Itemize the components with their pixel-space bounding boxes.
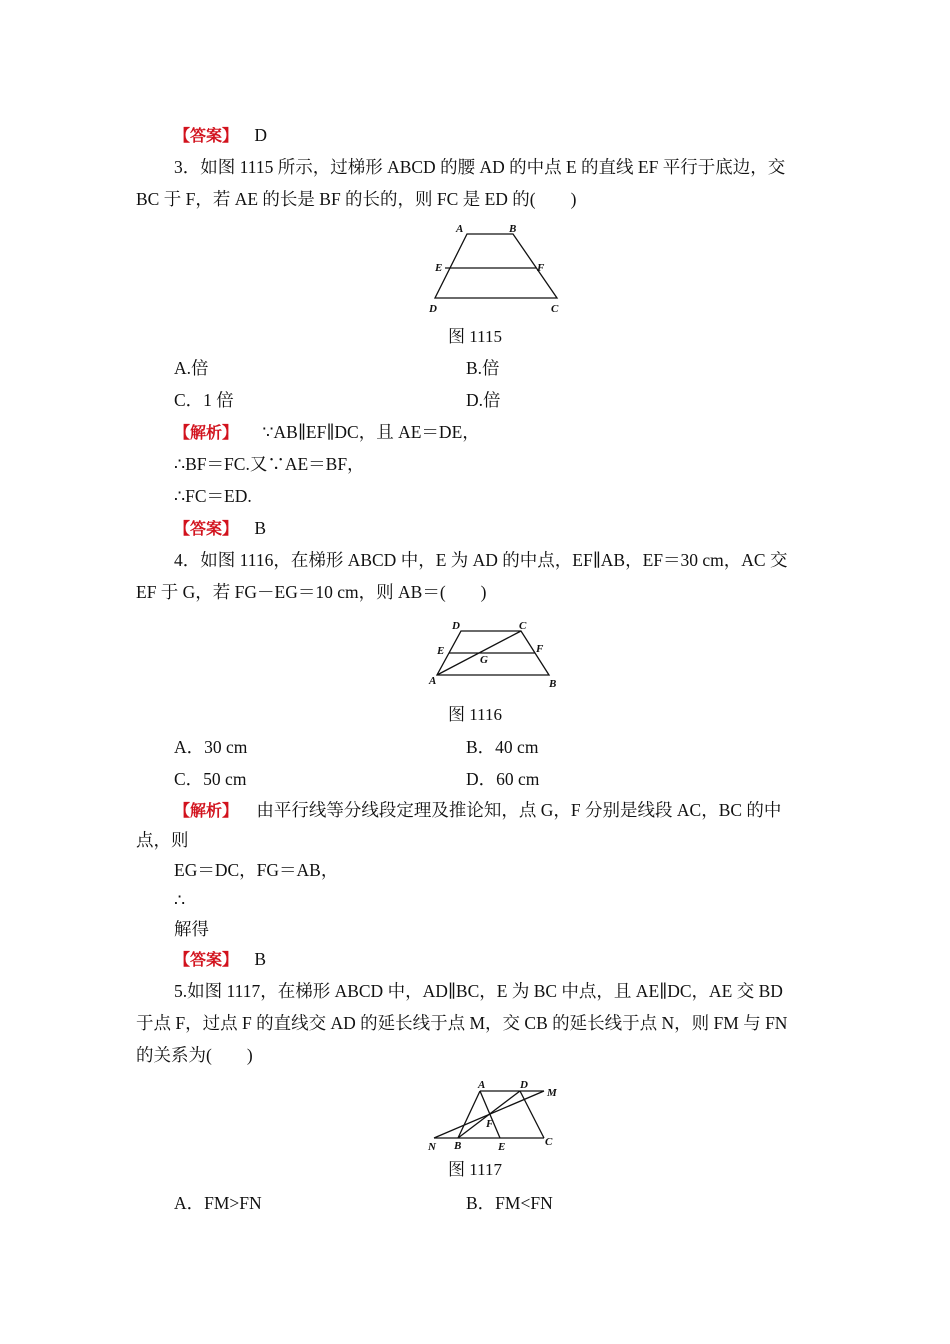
answer-value: D bbox=[254, 125, 268, 145]
answer-tag: 【答案】 bbox=[174, 519, 239, 538]
analysis-text: ∴BF＝FC.又∵AE＝BF， bbox=[174, 454, 365, 474]
label-f: F bbox=[536, 643, 544, 655]
analysis-line bbox=[174, 798, 781, 823]
figure-caption-1115: 图 1115 bbox=[448, 327, 502, 346]
analysis-text: 点，则 bbox=[136, 830, 189, 850]
option-b: B.倍 bbox=[466, 358, 500, 378]
answer-tag: 【答案】 bbox=[174, 950, 239, 969]
label-b: B bbox=[509, 223, 517, 235]
label-d: D bbox=[520, 1079, 528, 1091]
option-c: C．1 倍 bbox=[174, 390, 234, 410]
answer-tag: 【答案】 bbox=[174, 126, 239, 145]
label-a: A bbox=[456, 223, 464, 235]
analysis-text: ∴FC＝ED. bbox=[174, 486, 252, 506]
label-e: E bbox=[437, 645, 445, 657]
line-nm bbox=[434, 1091, 544, 1138]
label-f: F bbox=[486, 1118, 494, 1130]
answer-line bbox=[174, 123, 267, 148]
question-5-line-2: 于点 F，过点 F 的直线交 AD 的延长线于点 M，交 CB 的延长线于点 N，则 FM 与 FN bbox=[136, 1013, 788, 1033]
figure-1115 bbox=[425, 218, 565, 322]
label-d: D bbox=[452, 620, 460, 632]
option-a: A．30 cm bbox=[174, 737, 248, 757]
analysis-text: EG＝DC，FG＝AB， bbox=[174, 860, 339, 880]
answer-line bbox=[174, 947, 266, 972]
option-a: A．FM>FN bbox=[174, 1193, 262, 1213]
label-c: C bbox=[519, 620, 527, 632]
question-3-line-2: BC 于 F，若 AE 的长是 BF 的长的，则 FC 是 ED 的( ) bbox=[136, 189, 577, 209]
option-d: D．60 cm bbox=[466, 769, 540, 789]
side-ab bbox=[458, 1091, 480, 1138]
question-4-line-1: 4．如图 1116，在梯形 ABCD 中，E 为 AD 的中点，EF∥AB，EF＝30 cm，AC 交 bbox=[174, 550, 788, 570]
label-a: A bbox=[478, 1079, 486, 1091]
label-c: C bbox=[545, 1136, 553, 1148]
option-b: B．FM<FN bbox=[466, 1193, 553, 1213]
label-d: D bbox=[429, 303, 437, 315]
label-g: G bbox=[480, 654, 488, 666]
figure-1117 bbox=[424, 1075, 564, 1155]
question-3-line-1: 3．如图 1115 所示，过梯形 ABCD 的腰 AD 的中点 E 的直线 EF 平行于底边，交 bbox=[174, 157, 786, 177]
analysis-text: 解得 bbox=[174, 919, 209, 939]
label-m: M bbox=[547, 1087, 557, 1099]
analysis-text: ∵AB∥EF∥DC，且 AE＝DE， bbox=[262, 422, 480, 442]
option-a: A.倍 bbox=[174, 358, 209, 378]
label-f: F bbox=[537, 262, 545, 274]
analysis-tag: 【解析】 bbox=[174, 801, 239, 820]
answer-value: B bbox=[254, 949, 267, 969]
label-b: B bbox=[454, 1140, 462, 1152]
label-n: N bbox=[428, 1141, 436, 1153]
analysis-text: 由平行线等分线段定理及推论知，点 G，F 分别是线段 AC，BC 的中 bbox=[256, 800, 782, 820]
label-e: E bbox=[498, 1141, 506, 1153]
analysis-tag: 【解析】 bbox=[174, 423, 239, 442]
figure-1116 bbox=[425, 616, 565, 694]
analysis-text: ∴ bbox=[174, 890, 186, 910]
figure-caption-1116: 图 1116 bbox=[448, 705, 502, 724]
label-c: C bbox=[551, 303, 559, 315]
analysis-line bbox=[174, 420, 480, 445]
label-b: B bbox=[549, 678, 557, 690]
answer-value: B bbox=[254, 518, 267, 538]
answer-line bbox=[174, 516, 266, 541]
figure-caption-1117: 图 1117 bbox=[448, 1160, 502, 1179]
option-d: D.倍 bbox=[466, 390, 501, 410]
side-dc bbox=[520, 1091, 544, 1138]
question-5-line-1: 5.如图 1117，在梯形 ABCD 中，AD∥BC，E 为 BC 中点，且 AE∥DC，AE 交 BD bbox=[174, 981, 783, 1001]
question-4-line-2: EF 于 G，若 FG－EG＝10 cm，则 AB＝( ) bbox=[136, 582, 487, 602]
question-5-line-3: 的关系为( ) bbox=[136, 1045, 253, 1065]
label-e: E bbox=[435, 262, 443, 274]
label-a: A bbox=[429, 675, 437, 687]
option-b: B．40 cm bbox=[466, 737, 539, 757]
option-c: C．50 cm bbox=[174, 769, 247, 789]
